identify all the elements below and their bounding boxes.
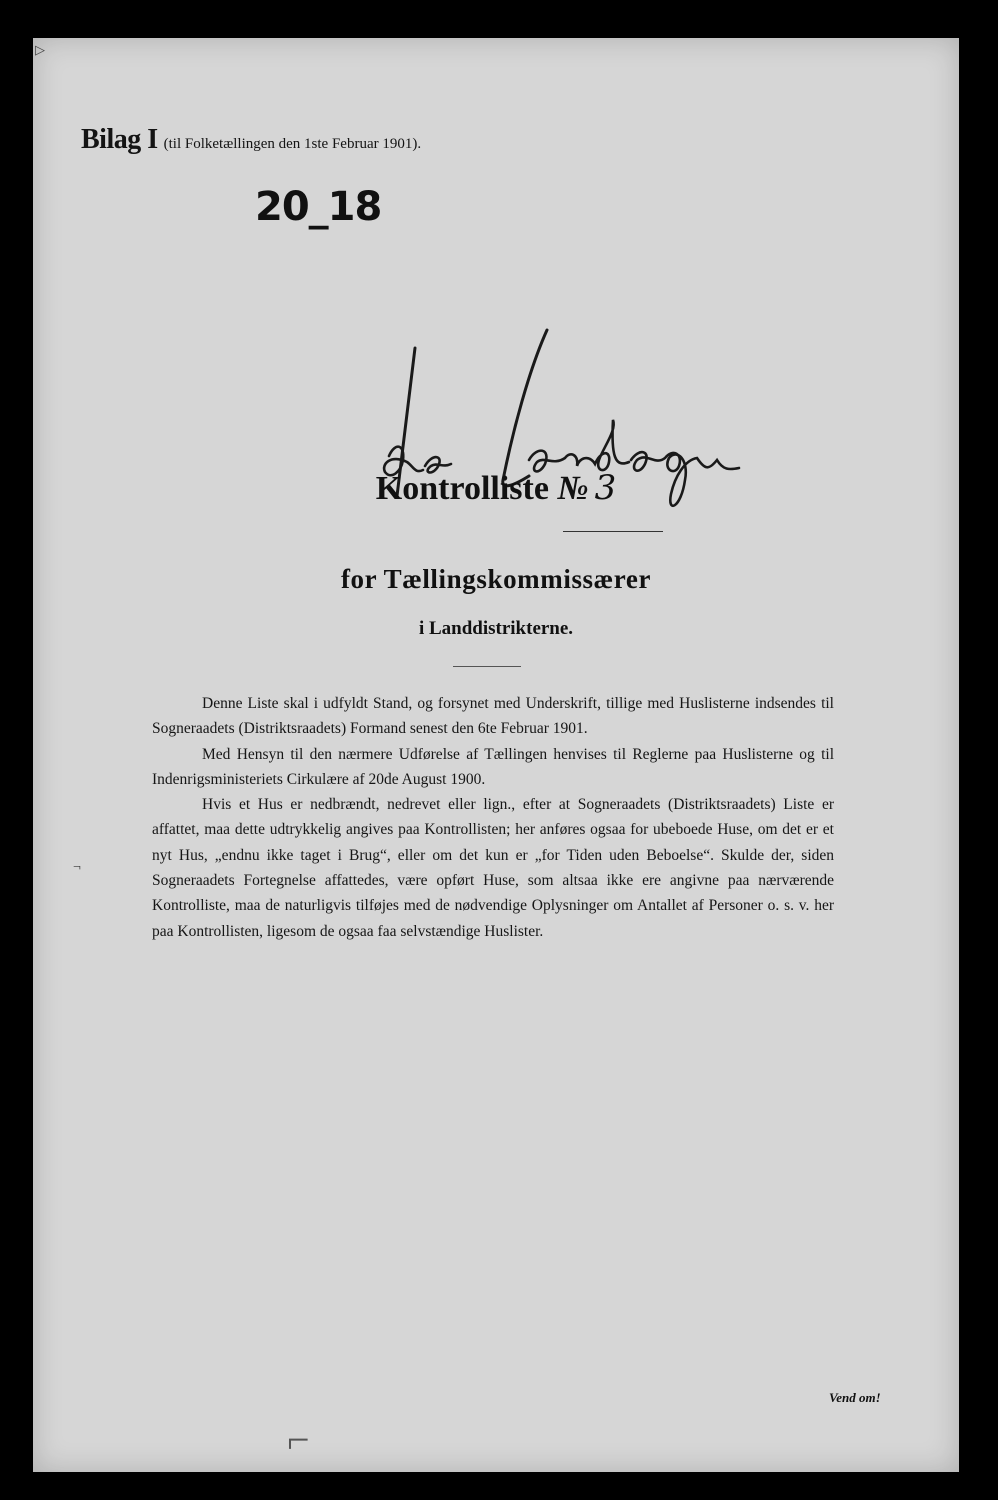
header (81, 124, 681, 156)
instruction-paragraph: Hvis et Hus er nedbrændt, nedrevet eller lign., efter at Sogneraadets (Distriktsraadets) Liste er affattet, maa dette udtrykkelig angives paa Kontrollisten; her anføres ogsaa for ubeboede Huse, om det er et nyt Hus, „endnu ikke taget i Brug“, eller om det kun er „for Tiden uden Beboelse“. Skulde der, siden Sogneraadets Fortegnelse affattedes, være opført Huse, som altsaa ikke ere angivne paa nærværende Kontrolliste, maa de naturligvis tilføjes med de nødvendige Oplysninger om Antallet af Personer o. s. v. her paa Kontrollisten, ligesom de ogsaa faa selvstændige Huslister. (152, 796, 834, 940)
corner-mark: ▷ (35, 42, 45, 57)
turn-over-note: Vend om! (829, 1390, 881, 1405)
form-title (33, 468, 959, 508)
form-subtitle: for Tællingskommissærer (340, 564, 652, 594)
number-symbol: № (557, 470, 589, 507)
stray-mark: ¬ (73, 860, 81, 875)
handwritten-list-number: 3 (594, 468, 617, 508)
handwritten-number: 20_18 (255, 184, 382, 230)
instruction-paragraph: Denne Liste skal i udfyldt Stand, og forsynet med Underskrift, tillige med Huslisterne indsendes til Sogneraadets (Distriktsraadets) Formand senest den 6te Februar 1901. (152, 695, 834, 738)
form-subtitle-2: i Landdistrikterne. (418, 618, 574, 639)
bilag-label: Bilag I (81, 124, 158, 155)
divider (453, 666, 521, 667)
instructions (152, 691, 834, 944)
document-page (33, 38, 959, 1472)
title-prefix: Kontrolliste (375, 470, 549, 507)
instruction-paragraph: Med Hensyn til den nærmere Udførelse af Tællingen henvises til Reglerne paa Huslisterne og til Indenrigsministeriets Cirkulære af 20de August 1900. (152, 745, 834, 788)
number-underline (563, 531, 663, 532)
census-subtitle: (til Folketællingen den 1ste Februar 1901). (163, 136, 422, 152)
stray-mark: ⌐ (287, 1417, 310, 1462)
